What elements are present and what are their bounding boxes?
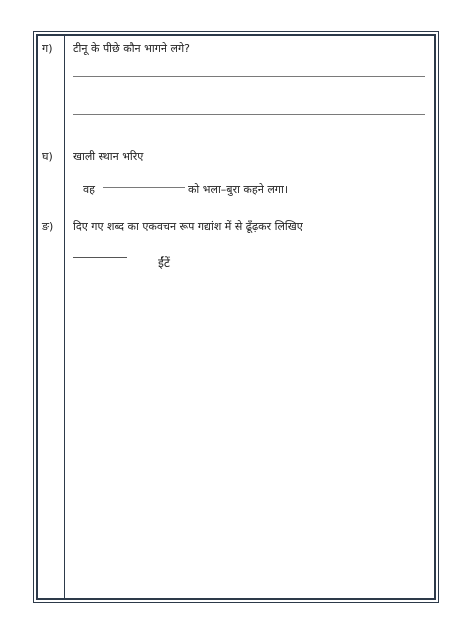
given-word: ईंटें [158, 256, 170, 270]
answer-line[interactable] [73, 76, 425, 77]
question-number-nga: ङ) [42, 220, 54, 233]
margin-line [64, 36, 65, 598]
fill-text-after: को भला–बुरा कहने लगा। [187, 183, 288, 196]
fill-blank[interactable] [103, 187, 185, 188]
question-number-gha: घ) [42, 150, 53, 163]
question-text-gha: खाली स्थान भरिए [73, 150, 144, 163]
fill-text-before: वह [83, 183, 95, 196]
question-text-ga: टीनू के पीछे कौन भागने लगे? [73, 42, 191, 55]
question-text-nga: दिए गए शब्द का एकवचन रूप गद्यांश में से ढूँढ़कर लिखिए [73, 220, 303, 233]
page-border [36, 34, 436, 600]
question-number-ga: ग) [42, 42, 53, 55]
answer-line[interactable] [73, 114, 425, 115]
answer-blank[interactable] [73, 257, 127, 258]
fill-in-blank-row [83, 183, 288, 197]
